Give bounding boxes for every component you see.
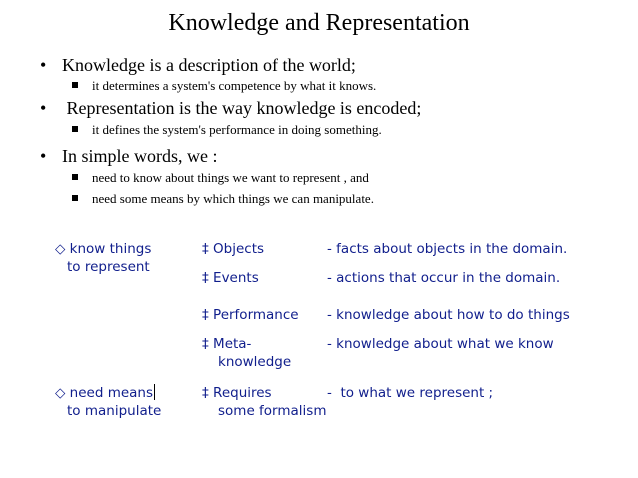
col1-line2: to represent [67, 259, 150, 275]
sub-bullet-performance [72, 122, 382, 138]
square-bullet-icon [72, 174, 78, 180]
col1-know-things [55, 240, 151, 276]
sub-bullet-need-to-know [72, 170, 369, 186]
col2-requires [202, 384, 326, 420]
sub-bullet-text: it determines a system's competence by what it knows. [92, 78, 377, 93]
col2-line1: ‡ Requires [202, 385, 272, 401]
col2-meta-knowledge [202, 335, 291, 371]
bullet-marker: • [40, 55, 47, 75]
bullet-marker: • [40, 98, 47, 118]
bullet-text: In simple words, we : [62, 146, 218, 166]
col2-line1: ‡ Meta- [202, 336, 252, 352]
col1-need-means [55, 384, 161, 420]
sub-bullet-need-means [72, 191, 374, 207]
square-bullet-icon [72, 82, 78, 88]
col3-performance-desc: - knowledge about how to do things [327, 307, 570, 323]
sub-bullet-text: need some means by which things we can manipulate. [92, 191, 374, 206]
col3-meta-desc: - knowledge about what we know [327, 336, 554, 352]
sub-bullet-text: need to know about things we want to represent , and [92, 170, 369, 185]
slide-title: Knowledge and Representation [168, 10, 470, 36]
sub-bullet-competence [72, 78, 376, 94]
col2-line2: knowledge [218, 354, 292, 370]
col2-performance: ‡ Performance [202, 307, 299, 323]
bullet-representation [40, 97, 421, 119]
bullet-marker: • [40, 146, 47, 166]
bullet-text: Representation is the way knowledge is encoded; [62, 98, 422, 118]
col2-objects: ‡ Objects [202, 241, 265, 257]
square-bullet-icon [72, 126, 78, 132]
col3-requires-desc: - to what we represent ; [327, 385, 494, 401]
col1-line1: ◇ need means [55, 385, 154, 401]
text-cursor [154, 384, 155, 400]
col2-line2: some formalism [218, 403, 327, 419]
col3-events-desc: - actions that occur in the domain. [327, 270, 561, 286]
col1-line1: ◇ know things [55, 241, 152, 257]
col3-objects-desc: - facts about objects in the domain. [327, 241, 568, 257]
col2-events: ‡ Events [202, 270, 259, 286]
square-bullet-icon [72, 195, 78, 201]
bullet-simple-words [40, 145, 217, 167]
col1-line2: to manipulate [67, 403, 162, 419]
bullet-knowledge [40, 54, 356, 76]
bullet-text: Knowledge is a description of the world; [62, 55, 356, 75]
sub-bullet-text: it defines the system's performance in doing something. [92, 122, 382, 137]
